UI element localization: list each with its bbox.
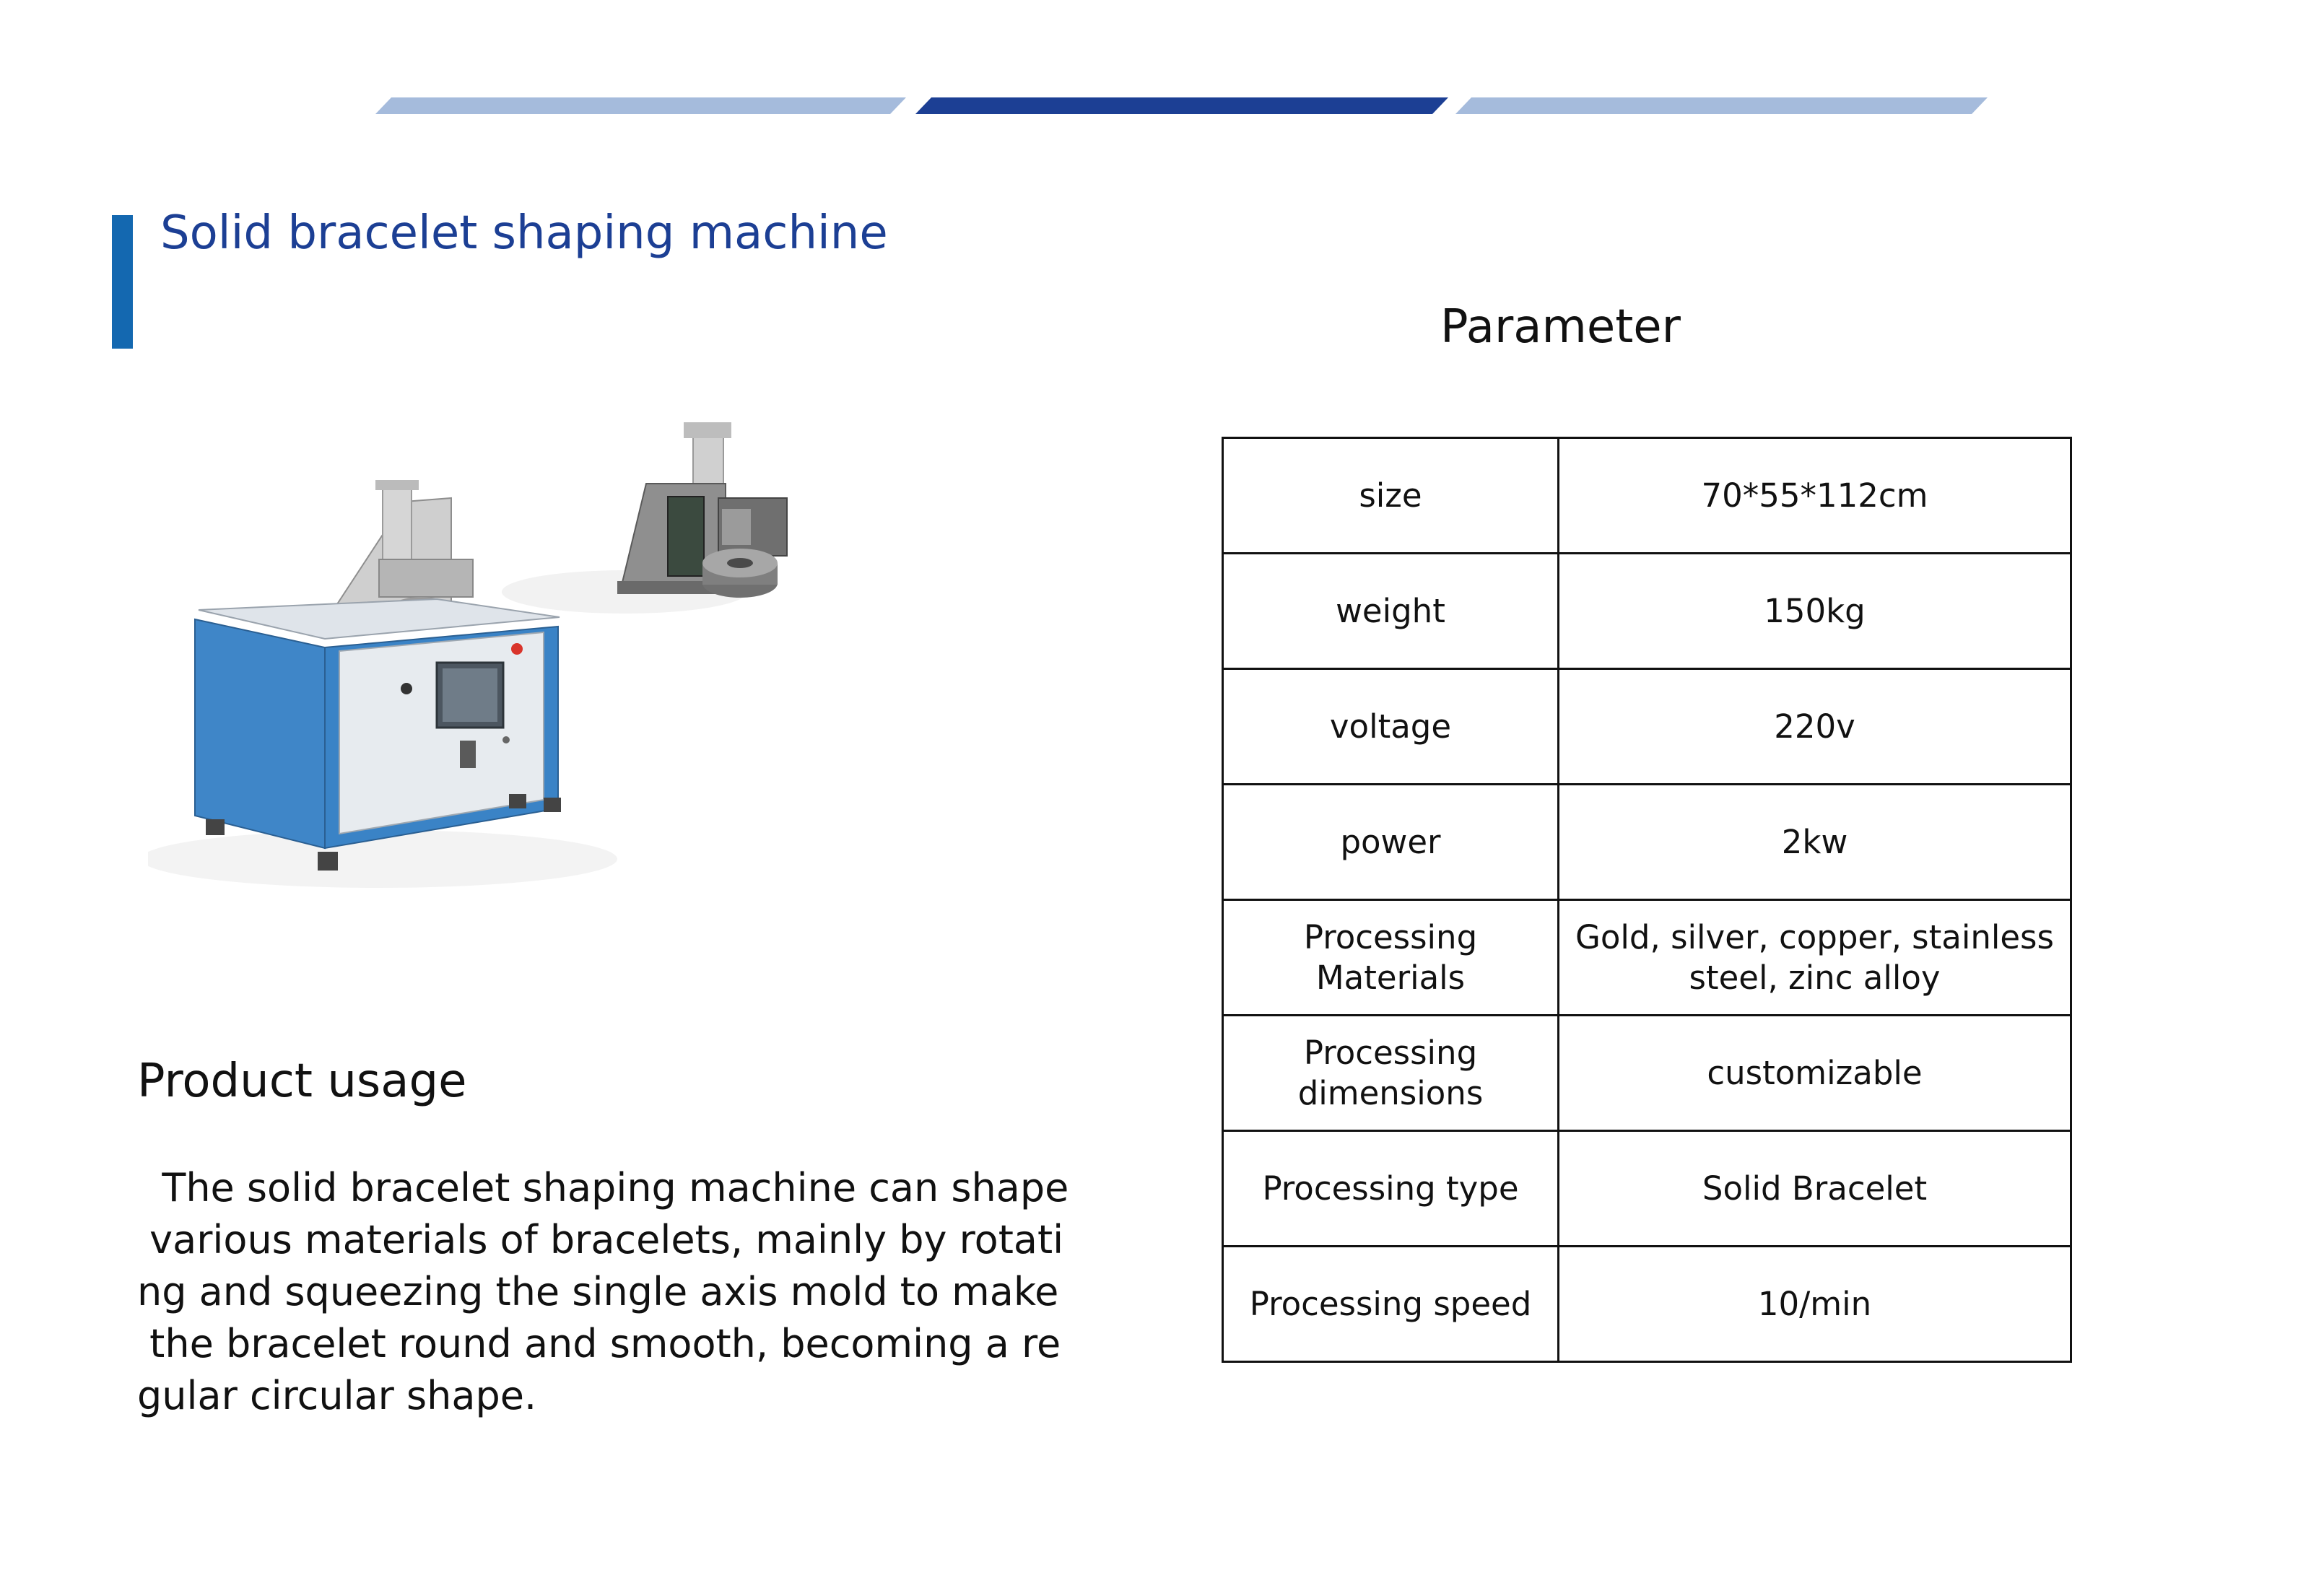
param-value-materials: Gold, silver, copper, stainless steel, zinc alloy <box>1559 900 2071 1016</box>
param-value-size: 70*55*112cm <box>1559 438 2071 554</box>
machine-body <box>148 480 617 888</box>
param-label-size: size <box>1223 438 1559 554</box>
header-bar-center <box>915 97 1448 114</box>
param-value-weight: 150kg <box>1559 554 2071 669</box>
param-value-type: Solid Bracelet <box>1559 1131 2071 1247</box>
param-label-dimensions: Processing dimensions <box>1223 1016 1559 1131</box>
title-accent-bar <box>112 215 133 349</box>
table-row <box>1223 1131 2071 1247</box>
param-value-power: 2kw <box>1559 785 2071 900</box>
usage-line: gular circular shape. <box>137 1373 537 1418</box>
table-row <box>1223 669 2071 785</box>
param-label-power: power <box>1223 785 1559 900</box>
usage-line: the bracelet round and smooth, becoming a re <box>137 1321 1061 1366</box>
page-title: Solid bracelet shaping machine <box>160 206 888 260</box>
table-row <box>1223 785 2071 900</box>
table-row <box>1223 438 2071 554</box>
param-value-speed: 10/min <box>1559 1247 2071 1362</box>
param-label-voltage: voltage <box>1223 669 1559 785</box>
param-label-materials: Processing Materials <box>1223 900 1559 1016</box>
table-row <box>1223 1247 2071 1362</box>
usage-line: The solid bracelet shaping machine can shape <box>137 1165 1069 1210</box>
usage-description <box>137 1162 1069 1422</box>
table-row <box>1223 900 2071 1016</box>
table-row <box>1223 1016 2071 1131</box>
product-photo <box>148 390 870 967</box>
shaping-head-detail <box>502 422 787 614</box>
header-bar-right <box>1455 97 1988 114</box>
param-value-dimensions: customizable <box>1559 1016 2071 1131</box>
param-label-weight: weight <box>1223 554 1559 669</box>
usage-line: ng and squeezing the single axis mold to make <box>137 1269 1059 1314</box>
param-label-speed: Processing speed <box>1223 1247 1559 1362</box>
param-value-voltage: 220v <box>1559 669 2071 785</box>
parameter-table <box>1222 437 2072 1363</box>
param-label-type: Processing type <box>1223 1131 1559 1247</box>
table-row <box>1223 554 2071 669</box>
header-bar-left <box>375 97 906 114</box>
parameter-heading: Parameter <box>1440 300 1681 354</box>
usage-heading: Product usage <box>137 1055 467 1108</box>
usage-line: various materials of bracelets, mainly by rotati <box>137 1217 1064 1262</box>
